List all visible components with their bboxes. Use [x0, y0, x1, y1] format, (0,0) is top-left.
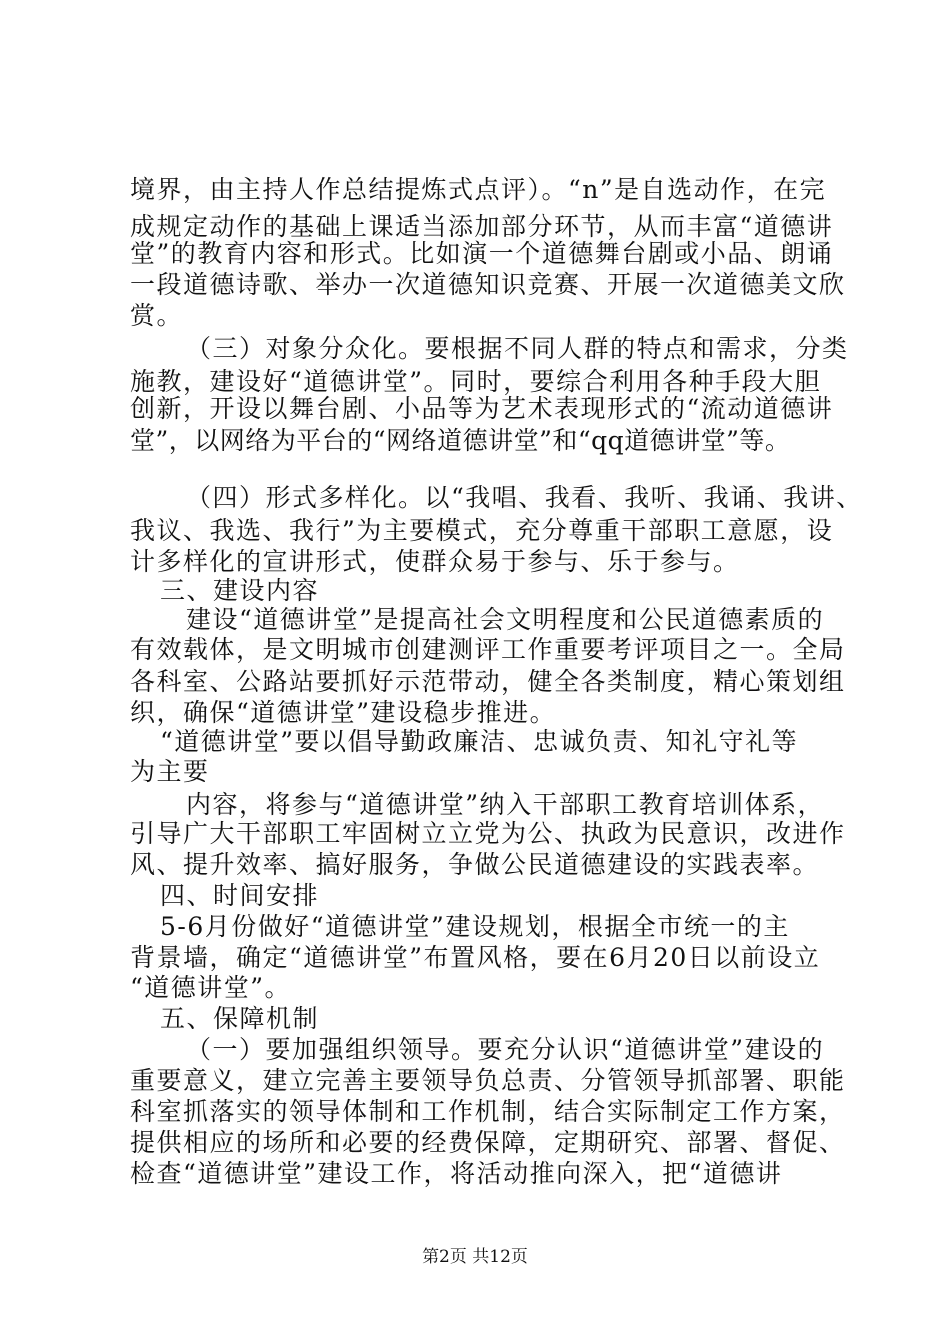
text-line: 一段道德诗歌、举办一次道德知识竞赛、开展一次道德美文欣 [130, 270, 846, 299]
text-line: 堂”，以网络为平台的“网络道德讲堂”和“qq道德讲堂”等。 [130, 426, 791, 455]
text-line: 为主要 [130, 757, 210, 786]
text-line: “道德讲堂”要以倡导勤政廉洁、忠诚负责、知礼守礼等 [160, 727, 799, 756]
text-line: 风、提升效率、搞好服务，争做公民道德建设的实践表率。 [130, 850, 820, 879]
text-line: （一）要加强组织领导。要充分认识“道德讲堂”建设的 [186, 1035, 825, 1064]
text-line: “道德讲堂”。 [130, 973, 292, 1002]
section-heading: 四、时间安排 [160, 881, 320, 910]
text-line: 各科室、公路站要抓好示范带动，健全各类制度，精心策划组 [130, 667, 846, 696]
text-line: 织，确保“道德讲堂”建设稳步推进。 [130, 698, 557, 727]
page-number-footer: 第2页 共12页 [422, 1247, 528, 1267]
text-line: 堂”的教育内容和形式。比如演一个道德舞台剧或小品、朗诵 [130, 239, 834, 268]
text-line: 创新，开设以舞台剧、小品等为艺术表现形式的“流动道德讲 [130, 394, 834, 423]
text-line: 科室抓落实的领导体制和工作机制，结合实际制定工作方案， [130, 1097, 846, 1126]
text-line: 境界，由主持人作总结提炼式点评）。“n”是自选动作，在完 [130, 175, 827, 204]
text-line: 建设“道德讲堂”是提高社会文明程度和公民道德素质的 [186, 605, 825, 634]
text-line: 背景墙，确定“道德讲堂”布置风格，要在6月20日以前设立 [130, 943, 821, 972]
text-line: 有效载体，是文明城市创建测评工作重要考评项目之一。全局 [130, 635, 846, 664]
section-heading: 三、建设内容 [160, 576, 320, 605]
text-line: 内容，将参与“道德讲堂”纳入干部职工教育培训体系， [186, 790, 825, 819]
section-heading: 五、保障机制 [160, 1004, 320, 1033]
text-line: （四）形式多样化。以“我唱、我看、我听、我诵、我讲、 [186, 483, 863, 512]
text-line: 成规定动作的基础上课适当添加部分环节，从而丰富“道德讲 [130, 212, 834, 241]
text-line: 检查“道德讲堂”建设工作，将活动推向深入，把“道德讲 [130, 1159, 783, 1188]
text-line: 重要意义，建立完善主要领导负总责、分管领导抓部署、职能 [130, 1066, 846, 1095]
text-line: 5-6月份做好“道德讲堂”建设规划，根据全市统一的主 [160, 912, 790, 941]
text-line: 我议、我选、我行”为主要模式，充分尊重干部职工意愿，设 [130, 516, 834, 545]
text-line: 引导广大干部职工牢固树立立党为公、执政为民意识，改进作 [130, 819, 846, 848]
text-line: 提供相应的场所和必要的经费保障，定期研究、部署、督促、 [130, 1128, 846, 1157]
text-line: （三）对象分众化。要根据不同人群的特点和需求，分类 [186, 334, 849, 363]
text-line: 计多样化的宣讲形式，使群众易于参与、乐于参与。 [130, 547, 740, 576]
text-line: 赏。 [130, 301, 184, 330]
text-line: 施教，建设好“道德讲堂”。同时，要综合利用各种手段大胆 [130, 367, 822, 396]
